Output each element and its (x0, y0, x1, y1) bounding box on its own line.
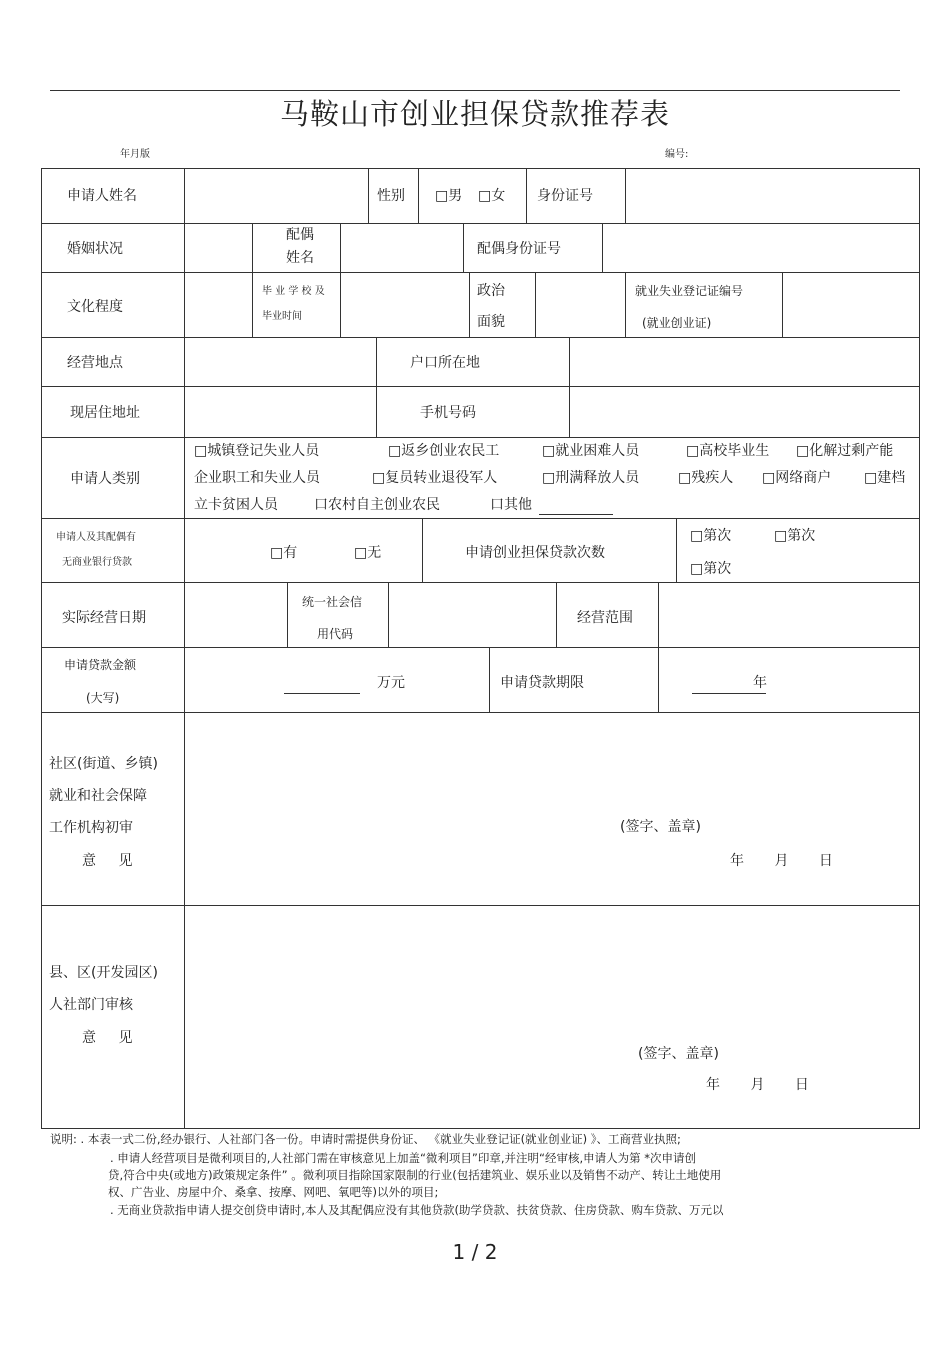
category-option[interactable]: □化解过剩产能 (796, 443, 894, 459)
category-option: 立卡贫困人员 (194, 497, 278, 513)
bank-loan-label-1: 申请人及其配偶有 (56, 532, 136, 543)
community-date: 年 月 日 (730, 853, 833, 869)
number-label: 编号: (665, 149, 689, 160)
county-review-label-3: 意 见 (82, 1030, 133, 1046)
loan-yes-checkbox[interactable]: □有 (270, 545, 298, 561)
phone-label: 手机号码 (420, 405, 476, 421)
note-3: 贷,符合中央(或地方)政策规定条件” 。微利项目指除国家限制的行业(包括建筑业、娱乐业以及销售不动产、转让土地使用 (108, 1168, 722, 1182)
marital-status-label: 婚姻状况 (67, 241, 123, 257)
business-location-label: 经营地点 (67, 355, 123, 371)
page-title: 马鞍山市创业担保贷款推荐表 (279, 97, 670, 131)
community-review-label-4: 意 见 (82, 853, 133, 869)
category-option[interactable]: 口农村自主创业农民 (314, 497, 440, 513)
category-option[interactable]: □网络商户 (762, 470, 832, 486)
political-label-2: 面貌 (477, 314, 505, 330)
times-checkbox[interactable]: □第次 (690, 528, 732, 544)
loan-amount-label-1: 申请贷款金额 (64, 658, 137, 672)
loan-amount-blank[interactable] (284, 693, 360, 694)
school-label-1: 毕 业 学 校 及 (262, 286, 325, 297)
category-option[interactable]: □城镇登记失业人员 (194, 443, 320, 459)
applicant-category-label: 申请人类别 (70, 471, 140, 487)
page-number: 1 / 2 (452, 1240, 498, 1264)
version-label: 年月版 (120, 149, 150, 160)
id-number-label: 身份证号 (537, 188, 593, 204)
community-review-label-1: 社区(街道、乡镇) (49, 756, 158, 772)
hukou-label: 户口所在地 (410, 355, 480, 371)
credit-code-label-2: 用代码 (317, 627, 354, 641)
education-label: 文化程度 (67, 299, 123, 315)
registration-label-2: (就业创业证) (642, 316, 712, 330)
county-signature: (签字、盖章) (638, 1046, 719, 1062)
community-review-label-3: 工作机构初审 (49, 820, 133, 836)
credit-code-label-1: 统一社会信 (302, 595, 363, 609)
spouse-name-label-1: 配偶 (286, 227, 314, 243)
note-2: . 申请人经营项目是微利项目的,人社部门需在审核意见上加盖“微利项目”印章,并注明“经审核,申请人为第 *次申请创 (110, 1151, 697, 1165)
political-label-1: 政治 (477, 283, 505, 299)
note-4: 权、广告业、房屋中介、桑拿、按摩、网吧、氧吧等)以外的项目; (108, 1185, 439, 1199)
recommendation-form (41, 168, 920, 1129)
category-option[interactable]: □复员转业退役军人 (372, 470, 498, 486)
times-checkbox[interactable]: □第次 (774, 528, 816, 544)
registration-label-1: 就业失业登记证编号 (635, 284, 744, 298)
loan-amount-label-2: (大写) (86, 691, 120, 705)
spouse-name-label-2: 姓名 (286, 250, 314, 266)
school-label-2: 毕业时间 (262, 311, 302, 322)
county-date: 年 月 日 (706, 1077, 809, 1093)
loan-term-blank[interactable] (692, 693, 766, 694)
loan-times-label: 申请创业担保贷款次数 (465, 545, 605, 561)
business-scope-label: 经营范围 (577, 610, 633, 626)
community-review-label-2: 就业和社会保障 (49, 788, 147, 804)
applicant-name-label: 申请人姓名 (67, 188, 137, 204)
address-label: 现居住地址 (70, 405, 140, 421)
category-option[interactable]: □高校毕业生 (686, 443, 770, 459)
spouse-id-label: 配偶身份证号 (477, 241, 561, 257)
category-option[interactable]: □刑满释放人员 (542, 470, 640, 486)
loan-no-checkbox[interactable]: □无 (354, 545, 382, 561)
operating-date-label: 实际经营日期 (62, 610, 146, 626)
county-review-label-2: 人社部门审核 (49, 997, 133, 1013)
top-rule (50, 90, 900, 91)
community-signature: (签字、盖章) (620, 819, 701, 835)
category-option[interactable]: □就业困难人员 (542, 443, 640, 459)
amount-unit: 万元 (377, 675, 405, 691)
note-5: . 无商业贷款指申请人提交创贷申请时,本人及其配偶应没有其他贷款(助学贷款、扶贫贷款、住房贷款、购车贷款、万元以 (110, 1203, 724, 1217)
county-review-label-1: 县、区(开发园区) (49, 965, 158, 981)
gender-female-checkbox[interactable]: □女 (478, 188, 506, 204)
gender-male-checkbox[interactable]: □男 (435, 188, 463, 204)
term-year-unit: 年 (753, 675, 767, 691)
note-1: 说明: . 本表一式二份,经办银行、人社部门各一份。申请时需提供身份证、 《就业失业登记证(就业创业证) 》、工商营业执照; (50, 1132, 681, 1146)
category-option[interactable]: 企业职工和失业人员 (194, 470, 320, 486)
gender-label: 性别 (377, 188, 405, 204)
other-category-blank[interactable] (539, 514, 613, 515)
bank-loan-label-2: 无商业银行贷款 (62, 557, 132, 568)
times-checkbox[interactable]: □第次 (690, 561, 732, 577)
loan-term-label: 申请贷款期限 (500, 675, 584, 691)
category-option-other[interactable]: 口其他 (490, 497, 532, 513)
category-option[interactable]: □建档 (864, 470, 906, 486)
category-option[interactable]: □返乡创业农民工 (388, 443, 500, 459)
category-option[interactable]: □残疾人 (678, 470, 734, 486)
